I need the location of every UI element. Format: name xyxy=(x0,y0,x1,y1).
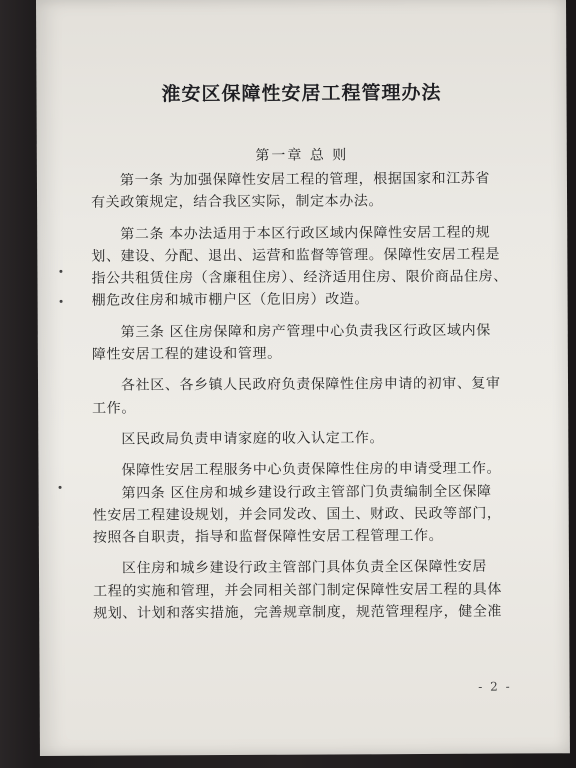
paragraph-article-1 xyxy=(91,167,521,214)
text-line: 按照各自职责，指导和监督保障性安居工程管理工作。 xyxy=(92,528,444,546)
page-number: - 2 - xyxy=(478,679,512,694)
paragraph-article-3 xyxy=(92,319,522,366)
paragraph-housing-dept xyxy=(93,556,523,625)
text-line: 区住房和城乡建设行政主管部门具体负责全区保障性安居 xyxy=(121,559,488,578)
text-line: 划、建设、分配、退出、运营和监督等管理。保障性安居工程是 xyxy=(91,246,501,265)
paragraph-service-center xyxy=(92,458,522,483)
paragraph-civil-affairs xyxy=(92,426,522,451)
text-line: 保障性安居工程服务中心负责保障性住房的申请受理工作。 xyxy=(121,460,502,479)
document-body xyxy=(91,167,523,625)
text-line: 第一条 为加强保障性安居工程的管理，根据国家和江苏省 xyxy=(119,170,491,189)
document-page xyxy=(36,0,570,756)
paragraph-article-2 xyxy=(91,221,521,312)
text-line: 规划、计划和落实措施，完善规章制度，规范管理程序，健全准 xyxy=(93,603,503,622)
binding-hole-mark xyxy=(59,270,62,273)
binding-hole-mark xyxy=(60,300,63,303)
text-line: 工程的实施和管理，并会同相关部门制定保障性安居工程的具体 xyxy=(93,581,502,600)
binding-hole-mark xyxy=(59,486,62,489)
text-line: 第三条 区住房保障和房产管理中心负责我区行政区域内保 xyxy=(120,322,491,341)
text-line: 障性安居工程的建设和管理。 xyxy=(91,345,282,363)
paragraph-community xyxy=(92,373,522,420)
paragraph-article-4 xyxy=(93,480,523,549)
text-line: 工作。 xyxy=(92,400,136,417)
text-line: 第二条 本办法适用于本区行政区域内保障性安居工程的规 xyxy=(120,224,491,243)
document-title: 淮安区保障性安居工程管理办法 xyxy=(161,81,442,106)
text-line: 第四条 区住房和城乡建设行政主管部门负责编制全区保障 xyxy=(121,483,492,502)
text-line: 性安居工程建设规划，并会同发改、国土、财政、民政等部门， xyxy=(92,505,502,524)
chapter-heading: 第一章 总 则 xyxy=(255,147,349,164)
text-line: 各社区、各乡镇人民政府负责保障性住房申请的初审、复审 xyxy=(120,375,501,394)
text-line: 有关政策规定，结合我区实际，制定本办法。 xyxy=(91,193,384,212)
text-line: 区民政局负责申请家庭的收入认定工作。 xyxy=(121,430,385,448)
text-line: 指公共租赁住房（含廉租住房）、经济适用住房、限价商品住房、 xyxy=(91,268,508,287)
text-line: 棚危改住房和城市棚户区（危旧房）改造。 xyxy=(91,291,370,310)
